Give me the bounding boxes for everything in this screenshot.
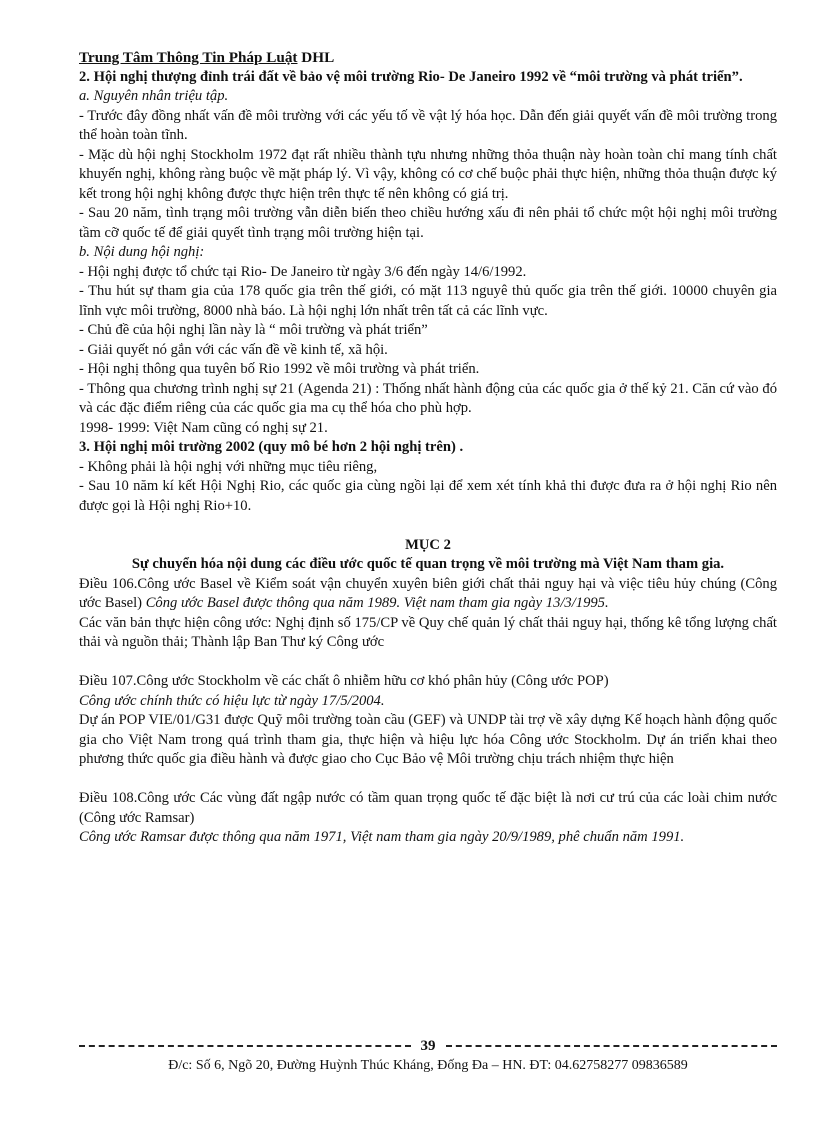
section-2b-label: b. Nội dung hội nghị: [79,244,205,260]
paragraph: Dự án POP VIE/01/G31 được Quỹ môi trường toàn cầu (GEF) và UNDP tài trợ về xây dựng Kế hoạch hành động quốc gia cho Việt Nam trong quá trình tham gia, thực hiện và hiệu lực hóa Công ước Stockholm. Dự án triển khai theo phương thức quốc gia điều hành và được giao cho Cục Bảo vệ Môi trường chịu trách nhiệm thực hiện [79,712,777,767]
section-2a-label: a. Nguyên nhân triệu tập. [79,88,229,104]
article-107-italic: Công ước chính thức có hiệu lực từ ngày 17/5/2004. [79,692,385,709]
paragraph: 1998- 1999: Việt Nam cũng có nghị sự 21. [79,419,328,436]
page-footer [79,1036,777,1074]
muc-2-label: MỤC 2 [405,536,451,553]
section-2-heading: 2. Hội nghị thượng đỉnh trái đất về bảo vệ môi trường Rio- De Janeiro 1992 về “môi trường và phát triển”. [79,68,743,85]
article-106-lead: Điều 106.Công ước Basel về Kiểm soát vận chuyển xuyên biên giới chất thải nguy hại và việc tiêu hủy chúng (Công ước Basel) [79,575,777,611]
article-106-italic: Công ước Basel được thông qua năm 1989. Việt nam tham gia ngày 13/3/1995. [145,595,609,611]
paragraph: - Giải quyết nó gắn với các vấn đề về kinh tế, xã hội. [79,341,388,358]
section-3-heading: 3. Hội nghị môi trường 2002 (quy mô bé hơn 2 hội nghị trên) . [79,439,464,455]
header-brand: DHL [301,49,335,66]
paragraph: - Hội nghị thông qua tuyên bố Rio 1992 về môi trường và phát triển. [79,361,480,377]
paragraph: Các văn bản thực hiện công ước: Nghị định số 175/CP về Quy chế quản lý chất thải nguy hại, thống kê tổng lượng chất thải và nguồn thải; Thành lập Ban Thư ký Công ước [79,614,777,650]
paragraph: - Sau 10 năm kí kết Hội Nghị Rio, các quốc gia cùng ngồi lại để xem xét tính khả thi được đưa ra ở hội nghị Rio nên được gọi là Hội nghị Rio+10. [79,478,777,514]
article-106 [79,575,777,614]
paragraph: - Chủ đề của hội nghị lần này là “ môi trường và phát triển” [79,322,428,338]
paragraph: - Thu hút sự tham gia của 178 quốc gia trên thế giới, có mặt 113 nguyê thủ quốc gia trên thế giới. 10000 chuyên gia lĩnh vực môi trường, 8000 nhà báo. Là hội nghị lớn nhất trên tất cả các lĩnh vực. [79,283,777,319]
article-107-lead: Điều 107.Công ước Stockholm về các chất ô nhiễm hữu cơ khó phân hủy (Công ước POP) [79,673,609,689]
document-page [79,48,777,848]
footer-address: Đ/c: Số 6, Ngõ 20, Đường Huỳnh Thúc Kháng, Đống Đa – HN. ĐT: 04.62758277 09836589 [168,1058,688,1073]
paragraph: - Mặc dù hội nghị Stockholm 1972 đạt rất nhiều thành tựu nhưng những thỏa thuận này hoàn toàn chỉ mang tính chất khuyến nghị, không ràng buộc về mặt pháp lý. Vì vậy, không có cơ chế buộc phải thực hiện, những thỏa thuận được ký kết trong hội nghị không được thực hiện trên thực tế nên không có giá trị. [79,146,777,202]
page-number: 39 [420,1037,436,1054]
paragraph: - Sau 20 năm, tình trạng môi trường vẫn diễn biến theo chiều hướng xấu đi nên phải tổ chức một hội nghị môi trường tầm cỡ quốc tế để giải quyết tình trạng môi trường hiện tại. [79,205,777,241]
paragraph: - Hội nghị được tổ chức tại Rio- De Janeiro từ ngày 3/6 đến ngày 14/6/1992. [79,263,527,280]
article-108-lead: Điều 108.Công ước Các vùng đất ngập nước có tầm quan trọng quốc tế đặc biệt là nơi cư trú của các loài chim nước (Công ước Ramsar) [79,790,777,826]
paragraph: - Không phải là hội nghị với những mục tiêu riêng, [79,458,378,475]
header-title: Trung Tâm Thông Tin Pháp Luật [79,49,298,66]
article-108-italic: Công ước Ramsar được thông qua năm 1971, Việt nam tham gia ngày 20/9/1989, phê chuẩn năm 1991. [79,829,685,845]
paragraph: - Thông qua chương trình nghị sự 21 (Agenda 21) : Thống nhất hành động của các quốc gia ở thế kỷ 21. Căn cứ vào đó và các đặc điểm riêng của các quốc gia ma cụ thể hóa cho phù hợp. [79,380,777,416]
paragraph: - Trước đây đồng nhất vấn đề môi trường với các yếu tố về vật lý hóa học. Dẫn đến giải quyết vấn đề môi trường trong thể hoàn toàn tĩnh. [79,107,777,143]
page-header [79,48,777,68]
footer-rule [79,1036,777,1056]
muc-2-title: Sự chuyển hóa nội dung các điều ước quốc tế quan trọng về môi trường mà Việt Nam tham gia. [131,556,725,572]
